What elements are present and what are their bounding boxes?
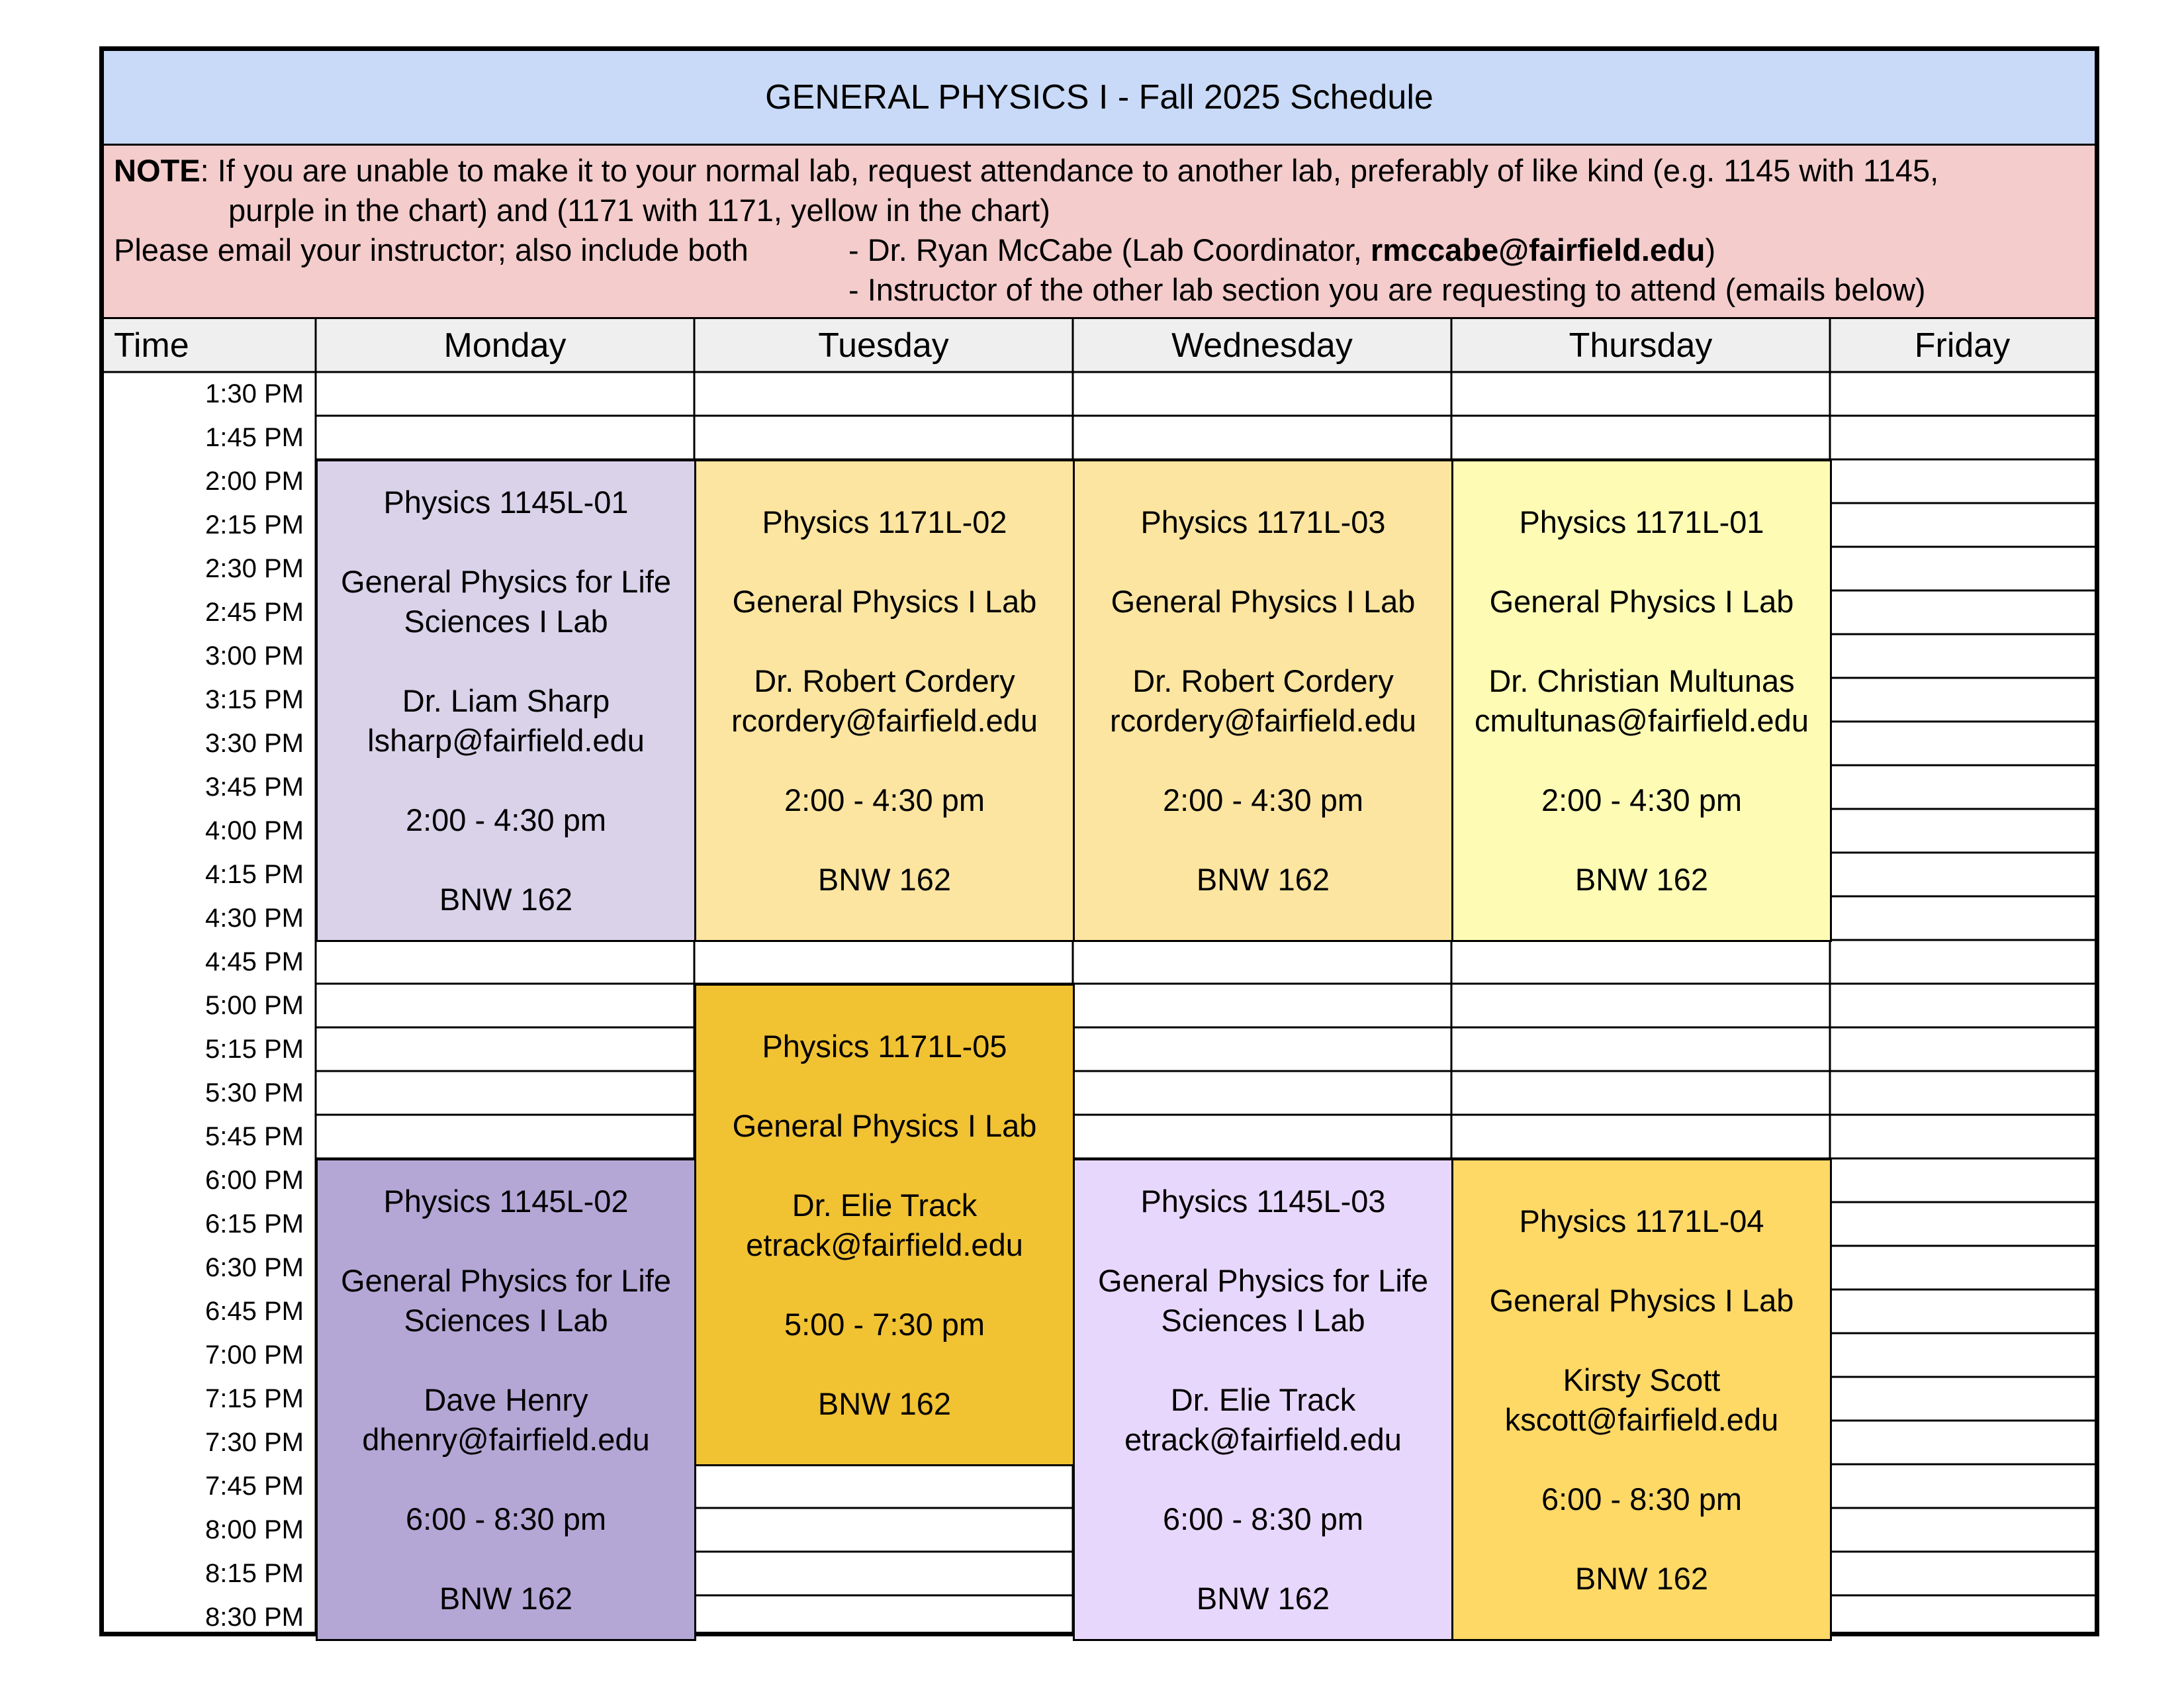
section-instructor: Kirsty Scott [1563,1362,1721,1397]
section-title: General Physics I Lab [1489,1282,1794,1318]
section-email[interactable]: kscott@fairfield.edu [1504,1401,1779,1437]
section-email[interactable]: rcordery@fairfield.edu [731,702,1038,738]
section-hours: 2:00 - 4:30 pm [1162,782,1364,818]
time-label: 1:45 PM [205,423,304,452]
time-label: 4:30 PM [205,904,304,933]
section-hours: 2:00 - 4:30 pm [1541,782,1743,818]
time-label: 3:45 PM [205,773,304,802]
time-label: 6:15 PM [205,1209,304,1239]
header-time: Time [114,326,189,365]
section-course: Physics 1171L-02 [762,504,1007,539]
section-email[interactable]: lsharp@fairfield.edu [367,722,645,758]
lab-section-block [694,459,1075,942]
time-label: 8:00 PM [205,1515,304,1544]
header-friday: Friday [1914,326,2011,365]
section-course: Physics 1171L-04 [1519,1203,1764,1239]
time-label: 2:15 PM [205,510,304,539]
time-label: 2:00 PM [205,467,304,496]
schedule-sheet [99,46,2099,1636]
section-course: Physics 1171L-03 [1140,504,1386,539]
time-label: 7:30 PM [205,1428,304,1457]
lab-section-block [1451,459,1832,942]
section-course: Physics 1145L-03 [1140,1183,1386,1219]
coordinator-email[interactable]: rmccabe@fairfield.edu [1370,232,1706,267]
header-thursday: Thursday [1569,326,1713,365]
section-title: General Physics for Life [341,563,671,599]
section-instructor: Dr. Robert Cordery [754,663,1015,698]
section-room: BNW 162 [1574,1560,1709,1596]
lab-section-block [1451,1158,1832,1641]
lab-section-block [316,459,696,942]
time-label: 5:30 PM [205,1078,304,1107]
section-instructor: Dr. Robert Cordery [1132,663,1394,698]
section-course: Physics 1171L-05 [762,1028,1007,1064]
time-label: 2:30 PM [205,554,304,583]
section-title: General Physics for Life [341,1262,671,1298]
note-line-2: purple in the chart) and (1171 with 1171, yellow in the chart) [228,193,1050,228]
time-label: 4:00 PM [205,816,304,845]
lab-section-block [1073,1158,1453,1641]
section-email[interactable]: dhenry@fairfield.edu [362,1421,650,1457]
section-instructor: Dr. Liam Sharp [402,682,610,718]
section-room: BNW 162 [817,861,952,897]
section-email[interactable]: etrack@fairfield.edu [1124,1421,1402,1457]
time-label: 3:15 PM [205,685,304,714]
time-label: 3:30 PM [205,729,304,758]
section-title-cont: Sciences I Lab [404,1302,608,1338]
section-instructor: Dave Henry [424,1382,588,1417]
time-label: 7:00 PM [205,1340,304,1370]
time-label: 4:15 PM [205,860,304,889]
time-label: 1:30 PM [205,379,304,408]
section-course: Physics 1145L-02 [383,1183,629,1219]
section-title: General Physics I Lab [1489,583,1794,619]
section-title: General Physics for Life [1098,1262,1428,1298]
time-label: 5:00 PM [205,991,304,1020]
section-hours: 2:00 - 4:30 pm [405,802,607,837]
lab-section-block [694,984,1075,1466]
section-course: Physics 1145L-01 [383,484,629,520]
section-instructor: Dr. Elie Track [1170,1382,1356,1417]
section-hours: 2:00 - 4:30 pm [784,782,985,818]
section-instructor: Dr. Christian Multunas [1488,663,1795,698]
section-course: Physics 1171L-01 [1519,504,1764,539]
time-label: 5:45 PM [205,1122,304,1151]
section-title: General Physics I Lab [732,583,1037,619]
section-title-cont: Sciences I Lab [1161,1302,1365,1338]
time-label: 7:15 PM [205,1384,304,1413]
section-email[interactable]: rcordery@fairfield.edu [1109,702,1417,738]
time-label: 3:00 PM [205,641,304,671]
section-room: BNW 162 [439,881,573,917]
section-hours: 5:00 - 7:30 pm [784,1306,985,1342]
note-line-4: - Instructor of the other lab section you are requesting to attend (emails below) [848,272,1926,307]
section-email[interactable]: etrack@fairfield.edu [746,1227,1023,1262]
time-label: 6:30 PM [205,1253,304,1282]
section-title: General Physics I Lab [732,1107,1037,1143]
header-tuesday: Tuesday [818,326,949,365]
header-monday: Monday [443,326,567,365]
section-hours: 6:00 - 8:30 pm [405,1501,607,1536]
note-line-1: NOTE: If you are unable to make it to your normal lab, request attendance to another lab, preferably of like kind (e.g. 1145 with 1145, [114,153,1939,188]
section-hours: 6:00 - 8:30 pm [1162,1501,1364,1536]
section-instructor: Dr. Elie Track [792,1187,978,1223]
lab-section-block [1073,459,1453,942]
note-label: NOTE [114,153,201,188]
time-label: 6:45 PM [205,1297,304,1326]
time-label: 7:45 PM [205,1472,304,1501]
time-label: 8:15 PM [205,1559,304,1588]
time-label: 4:45 PM [205,947,304,976]
section-hours: 6:00 - 8:30 pm [1541,1481,1743,1517]
section-room: BNW 162 [439,1580,573,1616]
section-room: BNW 162 [1574,861,1709,897]
time-label: 2:45 PM [205,598,304,627]
section-title: General Physics I Lab [1111,583,1416,619]
note-line-3-left: Please email your instructor; also include both [114,232,749,267]
header-wednesday: Wednesday [1171,326,1353,365]
schedule-title: GENERAL PHYSICS I - Fall 2025 Schedule [104,51,2095,146]
time-label: 8:30 PM [205,1603,304,1632]
section-room: BNW 162 [817,1385,952,1421]
section-email[interactable]: cmultunas@fairfield.edu [1475,702,1809,738]
note-line-3-right: - Dr. Ryan McCabe (Lab Coordinator, rmccabe@fairfield.edu) [848,232,1716,267]
section-room: BNW 162 [1196,1580,1330,1616]
section-title-cont: Sciences I Lab [404,603,608,639]
time-label: 5:15 PM [205,1035,304,1064]
section-room: BNW 162 [1196,861,1330,897]
time-label: 6:00 PM [205,1166,304,1195]
lab-section-block [316,1158,696,1641]
